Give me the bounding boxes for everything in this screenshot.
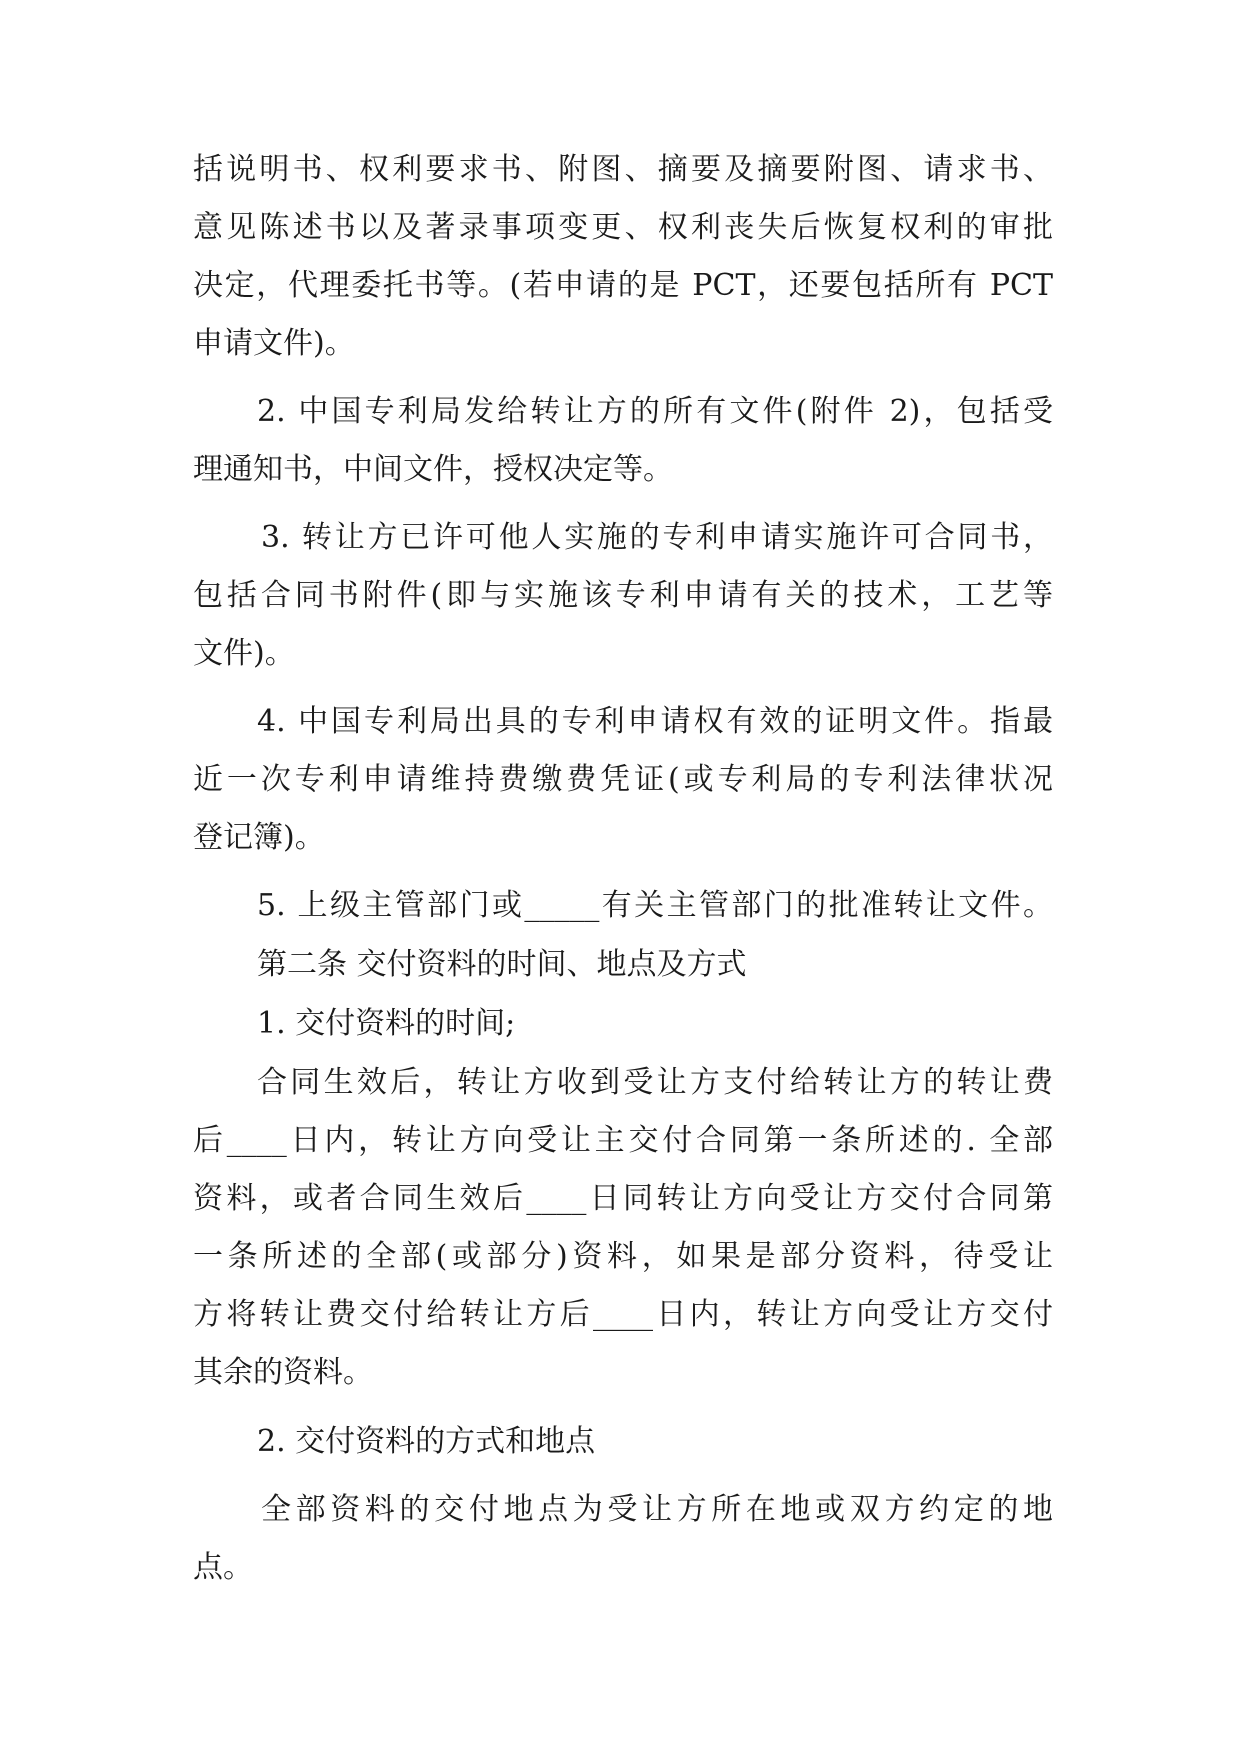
text-line-24: 点。: [193, 1550, 253, 1585]
text-line-7: 3. 转让方已许可他人实施的专利申请实施许可合同书，: [261, 520, 1053, 555]
text-line-8: 包括合同书附件(即与实施该专利申请有关的技术，工艺等: [193, 578, 1053, 613]
section-heading: 第二条 交付资料的时间、地点及方式: [257, 947, 747, 982]
text-line-5: 2. 中国专利局发给转让方的所有文件(附件 2)，包括受: [257, 394, 1053, 429]
text-line-21: 其余的资料。: [193, 1355, 373, 1390]
text-line-22: 2. 交付资料的方式和地点: [257, 1424, 596, 1459]
text-line-23: 全部资料的交付地点为受让方所在地或双方约定的地: [261, 1492, 1053, 1527]
text-line-12: 登记簿)。: [193, 820, 325, 855]
text-line-6: 理通知书，中间文件，授权决定等。: [193, 452, 673, 487]
text-line-3: 决定，代理委托书等。(若申请的是 PCT，还要包括所有 PCT: [193, 268, 1053, 303]
text-line-1: 括说明书、权利要求书、附图、摘要及摘要附图、请求书、: [193, 152, 1053, 187]
text-line-10: 4. 中国专利局出具的专利申请权有效的证明文件。指最: [257, 704, 1053, 739]
text-line-9: 文件)。: [193, 636, 295, 671]
text-line-19: 一条所述的全部(或部分)资料，如果是部分资料，待受让: [193, 1239, 1053, 1274]
text-line-16: 合同生效后，转让方收到受让方支付给转让方的转让费: [257, 1065, 1053, 1100]
text-line-20: 方将转让费交付给转让方后____日内，转让方向受让方交付: [193, 1297, 1053, 1332]
text-line-18: 资料，或者合同生效后____日同转让方向受让方交付合同第: [193, 1181, 1053, 1216]
text-line-2: 意见陈述书以及著录事项变更、权利丧失后恢复权利的审批: [193, 210, 1053, 245]
text-line-4: 申请文件)。: [193, 326, 355, 361]
text-line-13: 5. 上级主管部门或_____有关主管部门的批准转让文件。: [257, 888, 1053, 923]
text-line-11: 近一次专利申请维持费缴费凭证(或专利局的专利法律状况: [193, 762, 1053, 797]
text-line-15: 1. 交付资料的时间;: [257, 1006, 516, 1041]
text-line-17: 后____日内，转让方向受让主交付合同第一条所述的. 全部: [193, 1123, 1053, 1158]
